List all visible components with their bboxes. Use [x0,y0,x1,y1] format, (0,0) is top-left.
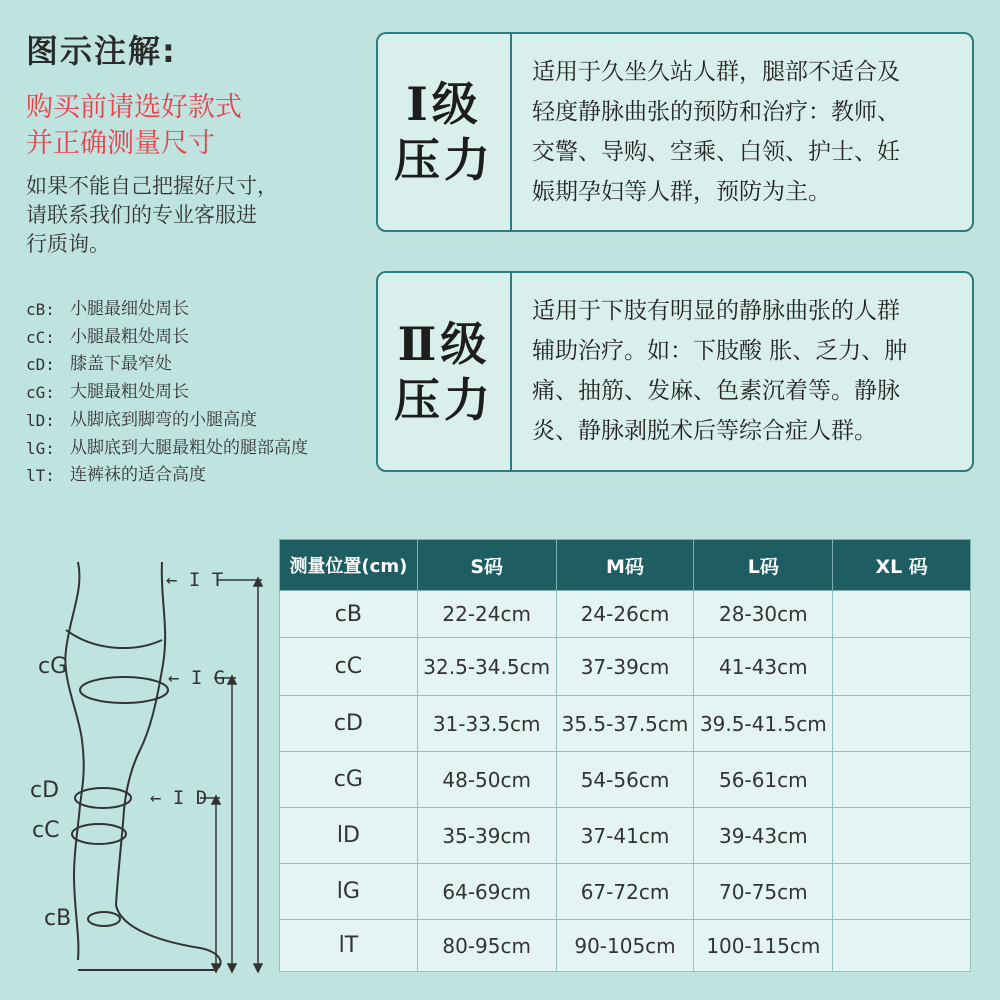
desc-line: 交警、导购、空乘、白领、护士、妊 [532,139,900,165]
thigh-band [66,630,162,648]
knee-ellipse [75,788,131,808]
cell-position: lD [280,808,418,864]
desc-line: 娠期孕妇等人群，预防为主。 [532,179,831,205]
header-position: 测量位置(cm) [280,540,418,591]
desc-line: 辅助治疗。如：下肢酸 胀、乏力、肿 [532,338,908,364]
cell-m: 37-41cm [556,808,694,864]
cell-m: 24-26cm [556,591,694,638]
leg-outline-front [116,562,165,905]
legend-item [26,435,308,463]
cell-l: 41-43cm [694,638,833,696]
cell-position: cC [280,638,418,696]
level-2-badge [378,273,512,470]
legend-key: cC: [26,327,55,347]
legend-key: lG: [26,438,55,458]
desc-line: 适用于下肢有明显的静脉曲张的人群 [532,298,900,324]
ankle-ellipse [88,912,120,926]
header-xl: XL 码 [833,540,971,591]
cell-position: cG [280,752,418,808]
legend-item [26,462,308,490]
cell-position: cB [280,591,418,638]
header-m: M码 [556,540,694,591]
note-line-1: 如果不能自己把握好尺寸， [26,174,278,198]
legend-text: 连裤袜的适合高度 [70,465,206,486]
thigh-ellipse [80,677,168,703]
desc-line: 适用于久坐久站人群，腿部不适合及 [532,59,900,85]
it-mark: ← I T [166,569,224,591]
level-2-name: Ⅱ级 [397,316,491,371]
cd-label: cD [30,778,60,803]
header-l: L码 [694,540,833,591]
table-row [280,638,971,696]
cell-l: 100-115cm [694,920,833,972]
legend-text: 小腿最粗处周长 [70,326,189,347]
legend-item [26,351,308,379]
cell-s: 31-33.5cm [417,696,556,752]
legend-item [26,379,308,407]
level-1-badge [378,34,512,230]
legend-item [26,324,308,352]
legend-text: 膝盖下最窄处 [70,354,172,375]
cell-l: 39.5-41.5cm [694,696,833,752]
legend-key: cD: [26,355,55,375]
cell-position: cD [280,696,418,752]
cell-s: 80-95cm [417,920,556,972]
cell-xl [833,638,971,696]
legend-key: cG: [26,383,55,403]
table-header-row [280,540,971,591]
desc-line: 痛、抽筋、发麻、色素沉着等。静脉 [532,378,900,404]
cell-m: 67-72cm [556,864,694,920]
cell-xl [833,920,971,972]
cc-label: cC [32,818,60,843]
desc-line: 炎、静脉剥脱术后等综合症人群。 [532,418,877,444]
level-1-description [512,34,972,230]
legend-text: 从脚底到脚弯的小腿高度 [70,409,257,430]
legend-item [26,296,308,324]
cell-s: 48-50cm [417,752,556,808]
cell-m: 37-39cm [556,638,694,696]
cell-l: 56-61cm [694,752,833,808]
cell-position: lG [280,864,418,920]
level-2-description [512,273,972,470]
level-1-pressure: 压力 [394,133,494,187]
cell-position: lT [280,920,418,972]
cb-label: cB [44,906,72,931]
level-2-card [376,271,974,472]
table-row [280,696,971,752]
warning-line-1: 购买前请选好款式 [26,92,242,123]
level-1-name: Ⅰ级 [406,77,482,131]
level-2-pressure: 压力 [394,372,494,427]
legend-item [26,407,308,435]
measurement-legend [26,296,308,490]
foot-outline [78,905,221,970]
page-title: 图示注解: [26,32,177,70]
table-row [280,808,971,864]
table-row [280,920,971,972]
cell-m: 54-56cm [556,752,694,808]
ig-mark: ← I G [168,667,226,689]
table-row [280,752,971,808]
warning-line-2: 并正确测量尺寸 [26,128,215,159]
cell-s: 32.5-34.5cm [417,638,556,696]
cell-l: 70-75cm [694,864,833,920]
leg-diagram [0,540,275,1000]
legend-key: lT: [26,466,55,486]
legend-text: 小腿最细处周长 [70,299,189,319]
size-table [279,539,971,972]
cell-xl [833,591,971,638]
cell-s: 35-39cm [417,808,556,864]
note-line-3: 行质询。 [26,232,110,256]
id-mark: ← I D [150,787,208,809]
leg-outline-back [65,562,83,960]
note-line-2: 请联系我们的专业客服进 [26,203,257,227]
cell-s: 64-69cm [417,864,556,920]
cell-l: 28-30cm [694,591,833,638]
table-row [280,591,971,638]
table-row [280,864,971,920]
cell-m: 35.5-37.5cm [556,696,694,752]
calf-ellipse [72,824,126,844]
level-1-card [376,32,974,232]
cell-xl [833,752,971,808]
cell-l: 39-43cm [694,808,833,864]
legend-text: 从脚底到大腿最粗处的腿部高度 [70,437,308,458]
cell-xl [833,696,971,752]
header-s: S码 [417,540,556,591]
cg-label: cG [38,654,68,679]
cell-m: 90-105cm [556,920,694,972]
cell-xl [833,864,971,920]
legend-key: lD: [26,410,55,430]
legend-text: 大腿最粗处周长 [70,382,189,403]
cell-xl [833,808,971,864]
desc-line: 轻度静脉曲张的预防和治疗：教师、 [532,99,900,125]
legend-key: cB: [26,300,55,319]
cell-s: 22-24cm [417,591,556,638]
